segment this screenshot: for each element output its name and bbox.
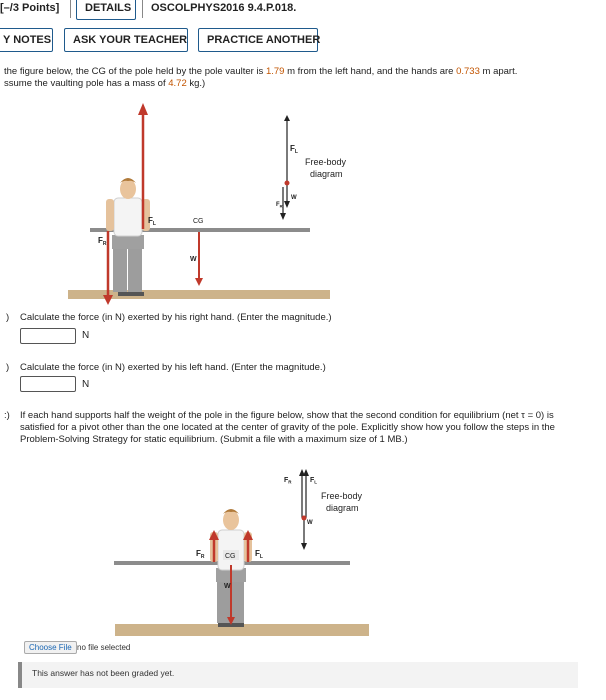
fbd-title-line2: diagram [326, 503, 359, 513]
label-fr: $F_R$ [98, 236, 107, 247]
svg-text:FR: $F_R$ [276, 202, 283, 209]
svg-text:W: W [291, 195, 297, 201]
fbd-title-line1: Free-body [321, 491, 363, 501]
intro-text: the figure below, the CG of the pole held by the pole vaulter is [4, 66, 266, 77]
label-cg: CG [193, 218, 204, 225]
intro-text: ssume the vaulting pole has a mass of [4, 78, 169, 89]
part-a-unit: N [82, 330, 90, 341]
my-notes-button[interactable]: Y NOTES [0, 28, 53, 52]
svg-text:FL: $F_L$ [310, 477, 318, 485]
intro-text: m apart. [479, 66, 518, 77]
part-c-line3: Problem-Solving Strategy for static equilibrium. (Submit a file with a maximum size of 1 MB.) [20, 434, 408, 445]
practice-another-button[interactable]: PRACTICE ANOTHER [198, 28, 318, 52]
problem-id: OSCOLPHYS2016 9.4.P.018. [151, 2, 297, 14]
grading-status-banner [18, 662, 578, 688]
part-b-unit: N [82, 379, 90, 390]
free-body-diagram-2 [284, 469, 363, 550]
svg-text:FR: $F_R$ [284, 477, 292, 485]
figure-1-pole-vaulter [0, 95, 360, 310]
part-a-answer-input[interactable] [20, 328, 76, 344]
force-left-arrowhead [138, 103, 148, 115]
ask-teacher-button[interactable]: ASK YOUR TEACHER [64, 28, 188, 52]
part-c-line1: If each hand supports half the weight of the pole in the figure below, show that the second condition for equilibrium (net τ = 0) is [20, 410, 554, 421]
intro-line-2 [4, 78, 604, 90]
points-label: [–/3 Points] [0, 2, 60, 14]
grading-status-text: This answer has not been graded yet. [32, 668, 175, 678]
part-b-question: Calculate the force (in N) exerted by his left hand. (Enter the magnitude.) [20, 362, 326, 373]
part-c-line2: satisfied for a pivot other than the one located at the center of gravity of the pole. Explicitly show how you follow the steps in the [20, 422, 555, 433]
svg-text:W: W [307, 520, 313, 526]
header-divider [70, 0, 71, 18]
part-a-question: Calculate the force (in N) exerted by his right hand. (Enter the magnitude.) [20, 312, 332, 323]
label-cg: CG [225, 553, 236, 560]
part-b-marker: ) [6, 362, 10, 373]
header-divider [142, 0, 143, 18]
part-a-marker: ) [6, 312, 10, 323]
intro-text: kg.) [186, 78, 206, 89]
intro-text: m from the left hand, and the hands are [284, 66, 457, 77]
label-fr: $F_R$ [196, 549, 205, 560]
label-fl: $F_L$ [255, 549, 263, 560]
svg-text:FL: $F_L$ [290, 144, 298, 155]
details-button[interactable]: DETAILS [76, 0, 136, 20]
force-right-arrowhead [103, 295, 113, 305]
label-w: W [190, 256, 197, 263]
mass-value: 4.72 [168, 78, 187, 89]
label-fl: $F_L$ [148, 216, 156, 227]
cg-distance-value: 1.79 [265, 66, 285, 77]
intro-line-1 [4, 66, 604, 78]
fbd-title-line1: Free-body [305, 157, 347, 167]
choose-file-button[interactable]: Choose File [24, 641, 77, 654]
figure-2-pole-vaulter [100, 460, 390, 640]
part-b-answer-input[interactable] [20, 376, 76, 392]
free-body-diagram-1 [276, 115, 347, 220]
weight-arrowhead [195, 278, 203, 286]
label-w: W [224, 583, 231, 590]
fbd-title-line2: diagram [310, 169, 343, 179]
hands-apart-value: 0.733 [456, 66, 480, 77]
part-c-marker: :) [4, 410, 10, 421]
file-status: no file selected [77, 643, 131, 652]
